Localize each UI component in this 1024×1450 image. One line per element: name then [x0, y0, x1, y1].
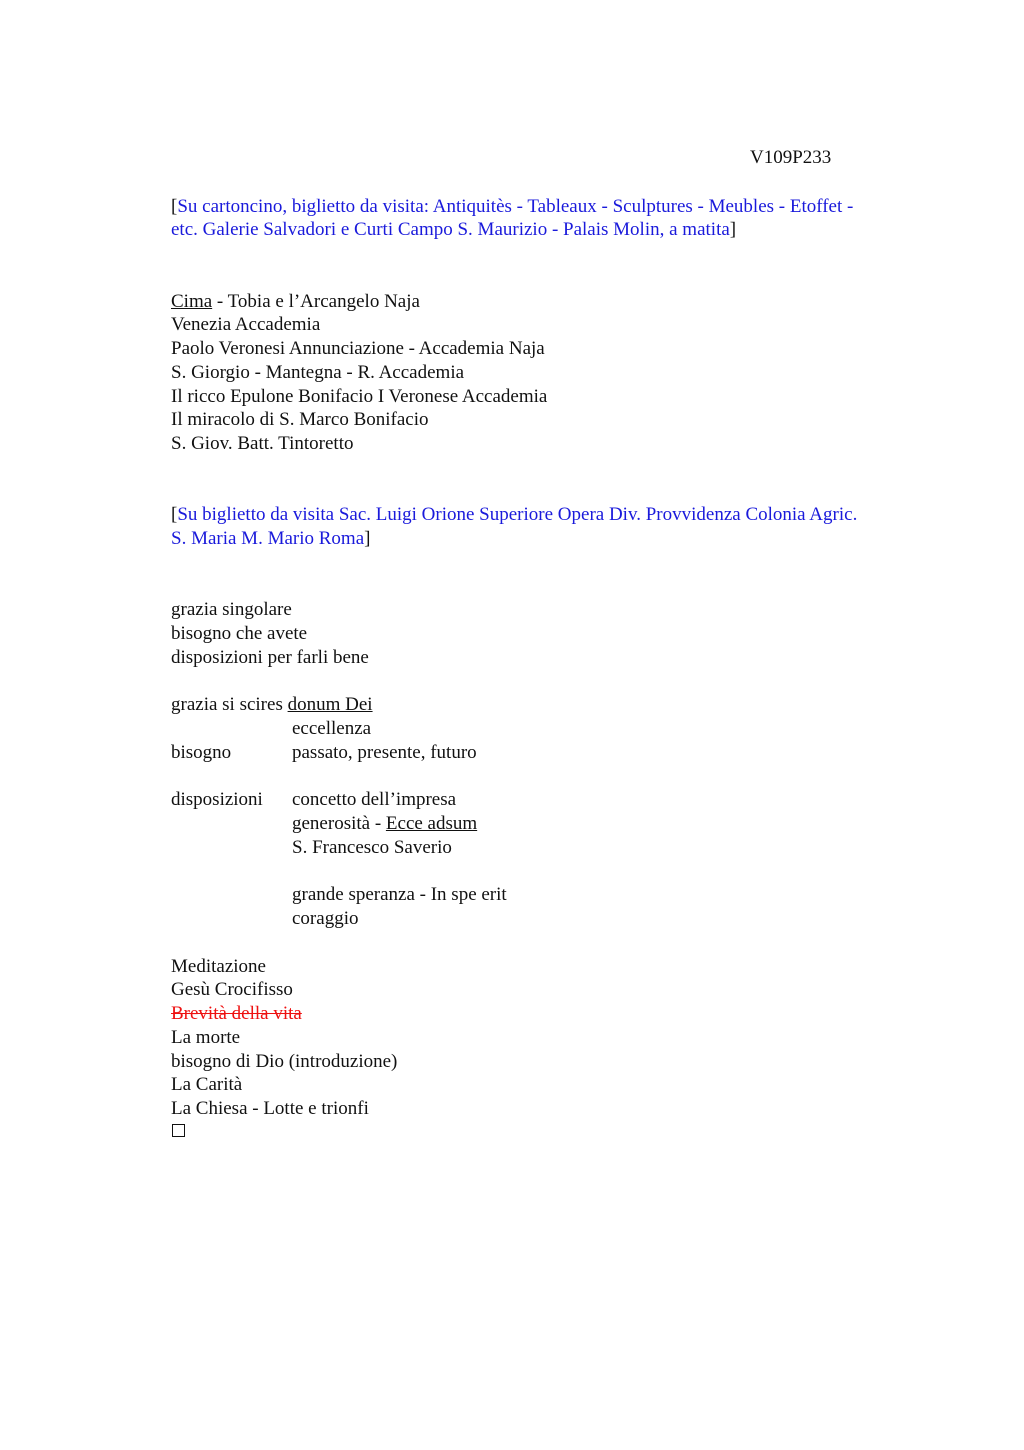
note-card-1-line-1: [171, 195, 853, 219]
note-card-2-line-2: [171, 527, 370, 551]
note-card-1-text-1: Su cartoncino, biglietto da visita: Antiquitès - Tableaux - Sculptures - Meubles - Etoffet -: [177, 196, 854, 217]
artwork-line-1-rest: - Tobia e l’Arcangelo Naja: [212, 291, 420, 312]
outline-disp-2-underlined: Ecce adsum: [385, 813, 478, 834]
close-bracket: ]: [729, 219, 737, 240]
outline-disp-1: concetto dell’impresa: [292, 789, 457, 810]
note-card-2-line-1: [171, 503, 857, 527]
meditation-line-6: La Carità: [171, 1074, 243, 1095]
artwork-line-3: Paolo Veronesi Annunciazione - Accademia Naja: [171, 338, 545, 359]
artwork-author-underlined: Cima: [171, 291, 213, 312]
outline-disp-2-prefix: generosità -: [292, 813, 386, 834]
open-bracket: [: [171, 504, 178, 525]
meditation-line-3-struck: Brevità della vita: [171, 1003, 302, 1024]
outline-grazia-underlined: donum Dei: [287, 694, 373, 715]
meditation-line-4: La morte: [171, 1027, 241, 1048]
close-bracket: ]: [364, 528, 371, 549]
artwork-line-7: S. Giov. Batt. Tintoretto: [171, 433, 354, 454]
outline-eccellenza: eccellenza: [292, 718, 372, 739]
meditation-line-7: La Chiesa - Lotte e trionfi: [171, 1098, 369, 1119]
outline-bisogno-value: passato, presente, futuro: [292, 742, 477, 763]
intro-point-1: grazia singolare: [171, 599, 292, 620]
meditation-line-5: bisogno di Dio (introduzione): [171, 1051, 398, 1072]
open-bracket: [: [171, 196, 178, 217]
outline-disposizioni-label: disposizioni: [171, 789, 263, 810]
artwork-line-4: S. Giorgio - Mantegna - R. Accademia: [171, 362, 465, 383]
outline-disp-5: coraggio: [292, 908, 359, 929]
outline-disp-4: grande speranza - In spe erit: [292, 884, 507, 905]
artwork-line-1: [171, 290, 420, 314]
note-card-2-text-2: S. Maria M. Mario Roma: [171, 528, 365, 549]
outline-grazia-label: grazia si scires: [171, 694, 288, 715]
intro-point-2: bisogno che avete: [171, 623, 308, 644]
outline-grazia: [171, 693, 373, 717]
artwork-line-6: Il miracolo di S. Marco Bonifacio: [171, 409, 429, 430]
outline-disp-3: S. Francesco Saverio: [292, 837, 452, 858]
note-card-1-line-2: [171, 218, 736, 242]
artwork-line-5: Il ricco Epulone Bonifacio I Veronese Accademia: [171, 386, 548, 407]
meditation-line-1: Meditazione: [171, 956, 266, 977]
checkbox-square-icon: [172, 1124, 185, 1137]
meditation-line-2: Gesù Crocifisso: [171, 979, 293, 1000]
artwork-line-2: Venezia Accademia: [171, 314, 321, 335]
outline-bisogno-label: bisogno: [171, 742, 232, 763]
intro-point-3: disposizioni per farli bene: [171, 647, 369, 668]
note-card-2-text-1: Su biglietto da visita Sac. Luigi Orione Superiore Opera Div. Provvidenza Colonia Agric.: [177, 504, 858, 525]
outline-disp-2: [292, 812, 477, 836]
page-code: V109P233: [750, 147, 832, 168]
note-card-1-text-2: etc. Galerie Salvadori e Curti Campo S. Maurizio - Palais Molin, a matita: [171, 219, 730, 240]
